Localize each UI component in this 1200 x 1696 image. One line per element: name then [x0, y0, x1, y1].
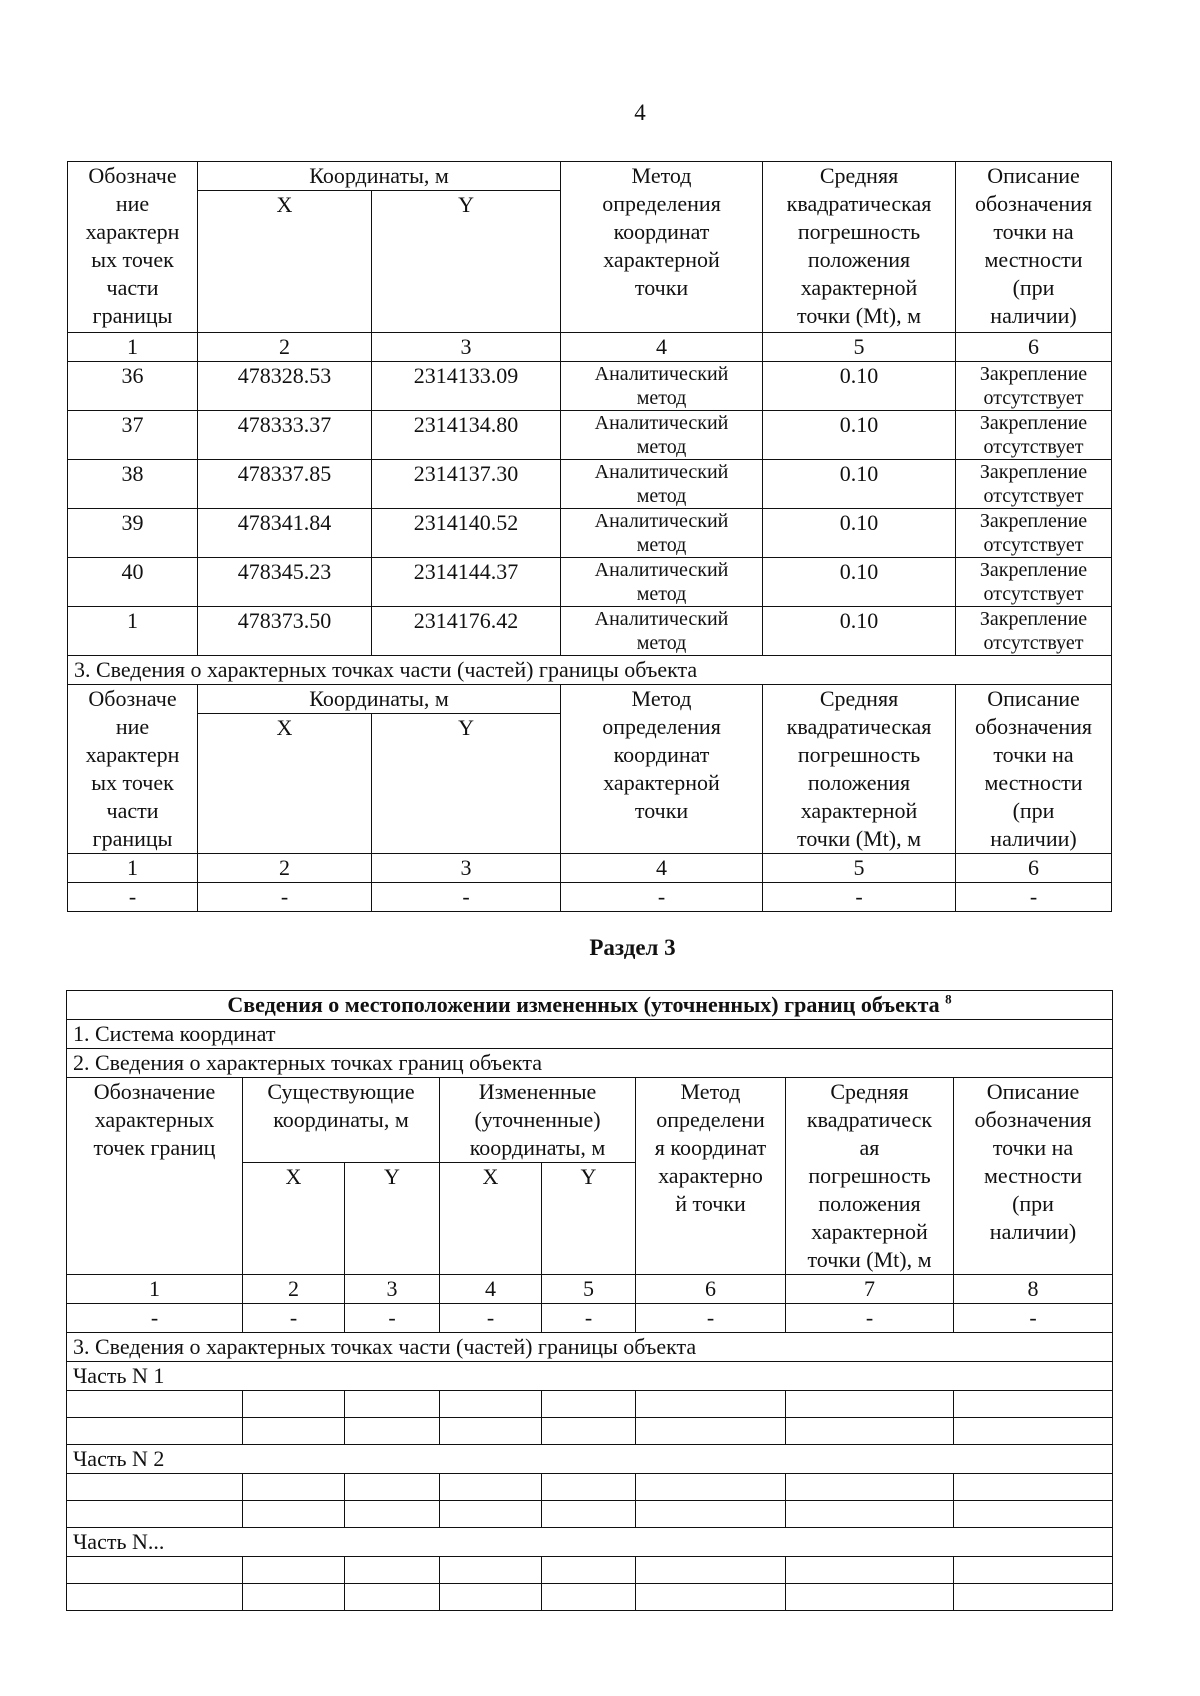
blank-cell [786, 1584, 954, 1611]
col-number: 7 [786, 1275, 954, 1304]
empty-cell: - [440, 1304, 542, 1333]
blank-cell [542, 1391, 636, 1418]
table-row [68, 460, 1112, 509]
empty-cell: - [243, 1304, 345, 1333]
col-number: 3 [372, 854, 561, 883]
col-number: 2 [198, 333, 372, 362]
empty-cell: - [198, 883, 372, 912]
mean-error: 0.10 [763, 558, 956, 607]
col-number: 1 [68, 854, 198, 883]
blank-cell [954, 1501, 1113, 1528]
header-method: Метод определения координат характерной точки [561, 162, 763, 333]
part-label: Часть N 1 [67, 1362, 1113, 1391]
description-cell: Закрепление отсутствует [956, 411, 1112, 460]
mean-error: 0.10 [763, 411, 956, 460]
point-number: 40 [68, 558, 198, 607]
row-boundary-points: 2. Сведения о характерных точках границ объекта [67, 1049, 1113, 1078]
empty-cell: - [763, 883, 956, 912]
blank-cell [954, 1391, 1113, 1418]
blank-row [67, 1391, 1113, 1418]
blank-cell [440, 1391, 542, 1418]
blank-cell [67, 1474, 243, 1501]
blank-row [67, 1584, 1113, 1611]
blank-cell [440, 1418, 542, 1445]
header-description: Описание обозначения точки на местности (при наличии) [956, 685, 1112, 854]
footnote-marker: 8 [945, 991, 952, 1007]
col-number: 4 [561, 333, 763, 362]
table-row [68, 607, 1112, 656]
description-cell: Закрепление отсутствует [956, 558, 1112, 607]
point-number: 36 [68, 362, 198, 411]
section-title: Раздел 3 [589, 935, 676, 960]
col-number: 1 [67, 1275, 243, 1304]
header-mean-error: Средняя квадратическ ая погрешность положения характерной точки (Mt), м [786, 1078, 954, 1275]
blank-row [67, 1474, 1113, 1501]
blank-cell [954, 1584, 1113, 1611]
empty-cell: - [786, 1304, 954, 1333]
blank-cell [345, 1391, 440, 1418]
empty-cell: - [67, 1304, 243, 1333]
blank-cell [440, 1474, 542, 1501]
point-number: 39 [68, 509, 198, 558]
header-y: Y [372, 191, 561, 333]
col-number: 6 [636, 1275, 786, 1304]
header-y: Y [345, 1163, 440, 1275]
header-point-designation: Обозначе ние характерн ых точек части границы [68, 685, 198, 854]
coord-x: 478341.84 [198, 509, 372, 558]
header-y: Y [372, 714, 561, 854]
header-point-designation: Обозначе ние характерн ых точек части границы [68, 162, 198, 333]
table2-title-text: Сведения о местоположении измененных (уточненных) границ объекта [227, 992, 940, 1017]
blank-cell [243, 1418, 345, 1445]
blank-cell [67, 1557, 243, 1584]
blank-cell [542, 1501, 636, 1528]
blank-cell [440, 1557, 542, 1584]
header-description: Описание обозначения точки на местности (при наличии) [956, 162, 1112, 333]
col-number: 2 [243, 1275, 345, 1304]
blank-row [67, 1418, 1113, 1445]
method-cell: Аналитический метод [561, 558, 763, 607]
header-mean-error: Средняя квадратическая погрешность положения характерной точки (Mt), м [763, 162, 956, 333]
method-cell: Аналитический метод [561, 411, 763, 460]
blank-cell [243, 1557, 345, 1584]
blank-cell [786, 1474, 954, 1501]
blank-cell [542, 1474, 636, 1501]
table-row [68, 558, 1112, 607]
blank-cell [786, 1418, 954, 1445]
table-row [68, 509, 1112, 558]
coord-y: 2314134.80 [372, 411, 561, 460]
blank-cell [345, 1584, 440, 1611]
point-number: 37 [68, 411, 198, 460]
boundary-points-table [67, 161, 1112, 912]
mean-error: 0.10 [763, 362, 956, 411]
blank-cell [440, 1584, 542, 1611]
method-cell: Аналитический метод [561, 362, 763, 411]
blank-cell [243, 1501, 345, 1528]
numbering-row [68, 854, 1112, 883]
header-x: X [198, 714, 372, 854]
blank-cell [67, 1391, 243, 1418]
empty-cell: - [561, 883, 763, 912]
mean-error: 0.10 [763, 460, 956, 509]
header-y: Y [542, 1163, 636, 1275]
table2-title [67, 991, 1113, 1020]
header-x: X [243, 1163, 345, 1275]
empty-cell: - [68, 883, 198, 912]
blank-cell [786, 1501, 954, 1528]
blank-cell [954, 1418, 1113, 1445]
header-existing-coordinates: Существующие координаты, м [243, 1078, 440, 1163]
header-x: X [198, 191, 372, 333]
blank-cell [636, 1557, 786, 1584]
method-cell: Аналитический метод [561, 607, 763, 656]
numbering-row [67, 1275, 1113, 1304]
blank-cell [345, 1474, 440, 1501]
blank-cell [243, 1474, 345, 1501]
blank-cell [345, 1501, 440, 1528]
table-row [68, 411, 1112, 460]
col-number: 6 [956, 854, 1112, 883]
blank-cell [440, 1501, 542, 1528]
col-number: 3 [345, 1275, 440, 1304]
description-cell: Закрепление отсутствует [956, 362, 1112, 411]
header-x: X [440, 1163, 542, 1275]
coord-x: 478345.23 [198, 558, 372, 607]
header-changed-coordinates: Измененные (уточненные) координаты, м [440, 1078, 636, 1163]
numbering-row [68, 333, 1112, 362]
empty-data-row [68, 883, 1112, 912]
blank-cell [636, 1418, 786, 1445]
mean-error: 0.10 [763, 509, 956, 558]
header-coordinates: Координаты, м [198, 162, 561, 191]
part-label: Часть N... [67, 1528, 1113, 1557]
col-number: 2 [198, 854, 372, 883]
blank-cell [243, 1391, 345, 1418]
table-row [68, 362, 1112, 411]
empty-cell: - [956, 883, 1112, 912]
col-number: 3 [372, 333, 561, 362]
empty-cell: - [372, 883, 561, 912]
blank-cell [542, 1584, 636, 1611]
description-cell: Закрепление отсутствует [956, 509, 1112, 558]
changed-boundaries-table [66, 990, 1113, 1611]
header-coordinates: Координаты, м [198, 685, 561, 714]
header-method: Метод определения координат характерной точки [561, 685, 763, 854]
empty-cell: - [345, 1304, 440, 1333]
description-cell: Закрепление отсутствует [956, 607, 1112, 656]
col-number: 6 [956, 333, 1112, 362]
col-number: 5 [763, 333, 956, 362]
col-number: 4 [561, 854, 763, 883]
row-coordinate-system: 1. Система координат [67, 1020, 1113, 1049]
empty-cell: - [954, 1304, 1113, 1333]
blank-cell [243, 1584, 345, 1611]
blank-cell [636, 1391, 786, 1418]
coord-x: 478333.37 [198, 411, 372, 460]
blank-cell [67, 1501, 243, 1528]
coord-y: 2314144.37 [372, 558, 561, 607]
description-cell: Закрепление отсутствует [956, 460, 1112, 509]
col-number: 8 [954, 1275, 1113, 1304]
method-cell: Аналитический метод [561, 509, 763, 558]
blank-cell [345, 1418, 440, 1445]
header-point-designation: Обозначение характерных точек границ [67, 1078, 243, 1275]
coord-y: 2314133.09 [372, 362, 561, 411]
method-cell: Аналитический метод [561, 460, 763, 509]
coord-x: 478328.53 [198, 362, 372, 411]
blank-cell [345, 1557, 440, 1584]
coord-x: 478337.85 [198, 460, 372, 509]
mean-error: 0.10 [763, 607, 956, 656]
col-number: 5 [763, 854, 956, 883]
blank-cell [67, 1584, 243, 1611]
blank-cell [67, 1418, 243, 1445]
blank-cell [636, 1474, 786, 1501]
header-method: Метод определени я координат характерно й точки [636, 1078, 786, 1275]
col-number: 1 [68, 333, 198, 362]
blank-cell [954, 1557, 1113, 1584]
blank-cell [954, 1474, 1113, 1501]
coord-y: 2314176.42 [372, 607, 561, 656]
blank-cell [636, 1584, 786, 1611]
blank-cell [542, 1557, 636, 1584]
blank-row [67, 1557, 1113, 1584]
col-number: 5 [542, 1275, 636, 1304]
coord-x: 478373.50 [198, 607, 372, 656]
coord-y: 2314137.30 [372, 460, 561, 509]
col-number: 4 [440, 1275, 542, 1304]
point-number: 1 [68, 607, 198, 656]
coord-y: 2314140.52 [372, 509, 561, 558]
subsection-3-title: 3. Сведения о характерных точках части (частей) границы объекта [68, 656, 1112, 685]
page-number: 4 [634, 100, 646, 125]
empty-cell: - [542, 1304, 636, 1333]
blank-cell [786, 1391, 954, 1418]
blank-cell [636, 1501, 786, 1528]
header-mean-error: Средняя квадратическая погрешность положения характерной точки (Mt), м [763, 685, 956, 854]
blank-row [67, 1501, 1113, 1528]
row-part-points: 3. Сведения о характерных точках части (частей) границы объекта [67, 1333, 1113, 1362]
header-description: Описание обозначения точки на местности (при наличии) [954, 1078, 1113, 1275]
empty-data-row [67, 1304, 1113, 1333]
point-number: 38 [68, 460, 198, 509]
blank-cell [542, 1418, 636, 1445]
part-label: Часть N 2 [67, 1445, 1113, 1474]
empty-cell: - [636, 1304, 786, 1333]
blank-cell [786, 1557, 954, 1584]
